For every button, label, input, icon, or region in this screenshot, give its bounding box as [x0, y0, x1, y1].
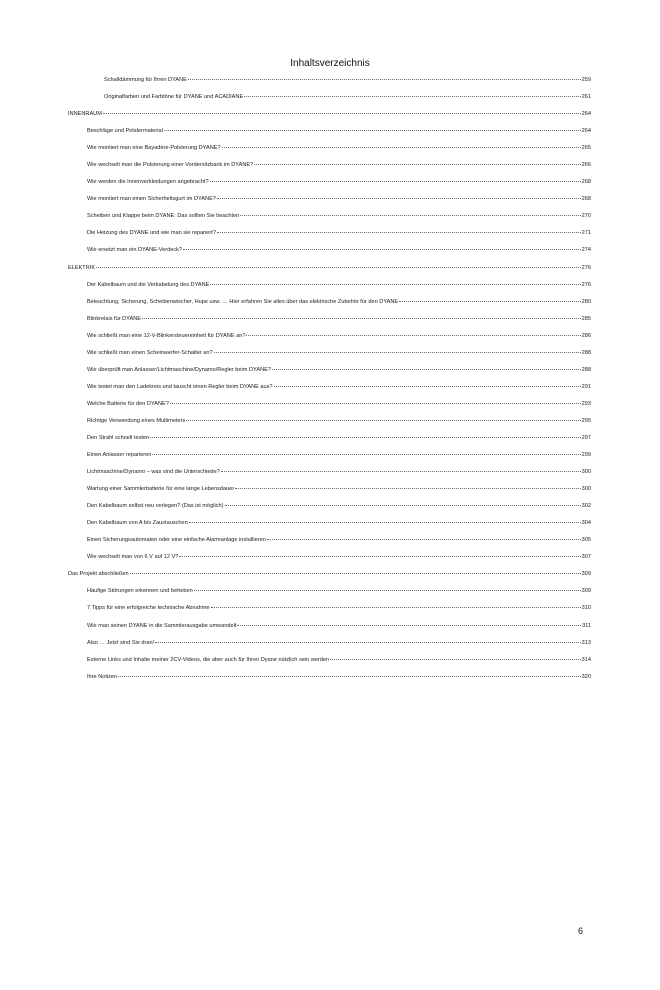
toc-entry[interactable]	[68, 93, 591, 110]
toc-entry-page: 285	[581, 315, 591, 322]
toc-entry-page: 268	[581, 196, 591, 203]
toc-entry-page: 295	[581, 417, 591, 424]
toc-entry[interactable]	[68, 417, 591, 434]
dot-leader	[272, 365, 581, 370]
toc-entry[interactable]	[68, 383, 591, 400]
toc-entry-page: 288	[581, 349, 591, 356]
toc-entry[interactable]	[68, 656, 591, 673]
toc-entry-page: 297	[581, 434, 591, 441]
toc-entry-label: Häufige Störungen erkennen und beheben	[87, 588, 193, 595]
dot-leader	[267, 535, 581, 540]
dot-leader	[254, 160, 580, 165]
toc-entry-page: 314	[581, 656, 591, 663]
toc-entry-page: 302	[581, 503, 591, 510]
dot-leader	[237, 621, 581, 626]
toc-entry-label: 7 Tipps für eine erfolgreiche technische Abnahme	[87, 605, 210, 612]
dot-leader	[221, 467, 581, 472]
dot-leader	[246, 331, 580, 336]
toc-entry[interactable]	[68, 315, 591, 332]
dot-leader	[188, 75, 581, 80]
toc-entry-page: 307	[581, 554, 591, 561]
toc-entry-label: Beschläge und Polstermaterial	[87, 128, 163, 135]
toc-entry[interactable]	[68, 451, 591, 468]
toc-entry-label: Einen Anlasser reparieren	[87, 452, 152, 459]
page-title: Inhaltsverzeichnis	[290, 58, 370, 69]
toc-entry-page: 259	[581, 77, 591, 83]
toc-entry-label: Scheiben und Klappe beim DYANE: Das sollten Sie beachten	[87, 213, 240, 220]
toc-entry-label: Lichtmaschine/Dynamo – was sind die Unterschiede?	[87, 469, 220, 476]
toc-entry[interactable]	[68, 502, 591, 519]
toc-entry-label: Schalldämmung für Ihren DYANE	[104, 77, 187, 83]
toc-entry[interactable]	[68, 195, 591, 212]
dot-leader	[210, 177, 581, 182]
dot-leader	[217, 228, 581, 233]
toc-entry-page: 276	[581, 264, 591, 271]
dot-leader	[235, 484, 580, 489]
toc-entry-page: 304	[581, 520, 591, 527]
toc-entry-page: 291	[581, 383, 591, 390]
dot-leader	[118, 672, 580, 677]
toc-entry-page: 309	[581, 588, 591, 595]
toc-entry-page: 280	[581, 298, 591, 305]
dot-leader	[240, 211, 580, 216]
toc-entry[interactable]	[68, 161, 591, 178]
toc-entry-label: Der Kabelbaum und die Verkabelung des DYANE	[87, 281, 210, 288]
toc-entry-label: Einen Sicherungsautomaten oder eine einfache Alarmanlage installieren	[87, 537, 266, 544]
toc-entry-label: Wie wechselt man die Polsterung einer Vordersitzbank im DYANE?	[87, 162, 254, 169]
toc-entry[interactable]	[68, 229, 591, 246]
toc-entry-page: 266	[581, 162, 591, 169]
dot-leader	[103, 109, 581, 114]
toc-entry-label: Wie montiert man einen Sicherheitsgurt im DYANE?	[87, 196, 216, 203]
dot-leader	[194, 586, 581, 591]
toc-entry-page: 276	[581, 281, 591, 288]
toc-entry[interactable]	[68, 281, 591, 298]
toc-entry-page: 311	[582, 622, 591, 629]
toc-entry[interactable]	[68, 468, 591, 485]
toc-entry-label: Originalfarben und Farbtöne für DYANE und ACADIANE	[104, 94, 244, 101]
toc-entry-page: 270	[581, 213, 591, 220]
dot-leader	[189, 518, 581, 523]
toc-entry-page: 299	[581, 452, 591, 459]
toc-entry-label: Den Kabelbaum selbst neu verlegen? (Das ist möglich)	[87, 503, 224, 510]
dot-leader	[211, 603, 581, 608]
dot-leader	[330, 655, 581, 660]
toc-entry[interactable]	[68, 178, 591, 195]
toc-entry-page: 271	[581, 230, 591, 237]
dot-leader	[142, 314, 581, 319]
dot-leader	[274, 382, 581, 387]
toc-entry-label: Wie testet man den Ladekreis und tauscht einen Regler beim DYANE aus?	[87, 383, 273, 390]
toc-entry-label: Wie man seinen DYANE in die Sammlerausgabe umwandelt	[87, 622, 237, 629]
toc-entry[interactable]	[68, 485, 591, 502]
toc-entry-label: Externe Links und Inhalte meiner 2CV-Videos, die aber auch für Ihren Dyane nützlich sein werden	[87, 656, 330, 663]
toc-entry-page: 309	[581, 571, 591, 578]
toc-entry[interactable]	[68, 264, 591, 281]
toc-entry-page: 300	[581, 486, 591, 493]
toc-entry-page: 264	[581, 111, 591, 118]
toc-entry-label: Welche Batterie für den DYANE?	[87, 400, 169, 407]
toc-entry-label: Das Projekt abschließen	[68, 571, 129, 578]
toc-entry[interactable]	[68, 400, 591, 417]
toc-entry-page: 300	[581, 469, 591, 476]
table-of-contents	[68, 76, 591, 690]
toc-entry-label: Also … Jetzt sind Sie dran!	[87, 639, 155, 646]
toc-entry[interactable]	[68, 246, 591, 263]
toc-entry-page: 286	[581, 332, 591, 339]
dot-leader	[96, 263, 581, 268]
toc-entry-label: Ihre Notizen	[87, 673, 118, 680]
toc-entry-label: Wie wechselt man von 6 V auf 12 V?	[87, 554, 179, 561]
toc-entry-label: Wie ersetzt man ein DYANE-Verdeck?	[87, 247, 183, 254]
toc-entry-label: Die Heizung des DYANE und wie man sie repariert?	[87, 230, 216, 237]
toc-entry[interactable]	[68, 212, 591, 229]
toc-entry-page: 320	[581, 673, 591, 680]
dot-leader	[150, 433, 580, 438]
toc-entry-page: 261	[581, 94, 591, 101]
dot-leader	[222, 143, 581, 148]
toc-entry-label: Wie montiert man eine Bayadère-Polsterung DYANE?	[87, 145, 221, 152]
dot-leader	[155, 638, 581, 643]
toc-entry[interactable]	[68, 127, 591, 144]
dot-leader	[183, 245, 581, 250]
dot-leader	[130, 569, 581, 574]
toc-entry[interactable]	[68, 639, 591, 656]
dot-leader	[214, 348, 581, 353]
dot-leader	[217, 194, 581, 199]
toc-entry-label: Wie schließt man eine 12-V-Blinkersteuereinheit für DYANE an?	[87, 332, 246, 339]
toc-entry[interactable]	[68, 673, 591, 690]
toc-entry-page: 313	[581, 639, 591, 646]
toc-entry[interactable]	[68, 349, 591, 366]
toc-entry-page: 264	[581, 128, 591, 135]
dot-leader	[210, 280, 580, 285]
toc-entry[interactable]	[68, 604, 591, 621]
toc-entry-page: 274	[581, 247, 591, 254]
toc-entry-page: 268	[581, 179, 591, 186]
toc-entry[interactable]	[68, 519, 591, 536]
dot-leader	[164, 126, 581, 131]
toc-entry-label: Wartung einer Sammlerbatterie für eine lange Lebensdauer	[87, 486, 235, 493]
toc-entry[interactable]	[68, 622, 591, 639]
toc-entry-label: Beleuchtung, Sicherung, Scheibenwischer, Hupe usw. … Hier erfahren Sie alles über das elektrische Zubehör für den DYANE	[87, 298, 399, 305]
toc-entry-page: 293	[581, 400, 591, 407]
dot-leader	[244, 92, 580, 97]
dot-leader	[170, 399, 581, 404]
toc-entry-label: Den Strahl schnell testen	[87, 434, 150, 441]
toc-entry[interactable]	[68, 110, 591, 127]
toc-entry-page: 288	[581, 366, 591, 373]
toc-entry-page: 265	[581, 145, 591, 152]
dot-leader	[186, 416, 580, 421]
toc-entry-label: Blinkrelais für DYANE	[87, 315, 141, 322]
toc-entry[interactable]	[68, 587, 591, 604]
toc-entry[interactable]	[68, 570, 591, 587]
toc-entry[interactable]	[68, 366, 591, 383]
toc-entry[interactable]	[68, 434, 591, 451]
toc-entry-page: 310	[581, 605, 591, 612]
toc-entry[interactable]	[68, 76, 591, 93]
toc-entry-label: Wie überprüft man Anlasser/Lichtmaschine/Dynamo/Regler beim DYANE?	[87, 366, 271, 373]
toc-entry-label: Wie werden die Innenverkleidungen angebracht?	[87, 179, 209, 186]
toc-entry[interactable]	[68, 536, 591, 553]
dot-leader	[225, 501, 581, 506]
toc-entry-label: Wie schließt man einen Scheinwerfer-Schalter an?	[87, 349, 213, 356]
toc-entry[interactable]	[68, 553, 591, 570]
toc-entry-label: Richtige Verwendung eines Multimeters	[87, 417, 186, 424]
toc-entry-label: INNENRAUM	[68, 111, 102, 118]
toc-entry[interactable]	[68, 332, 591, 349]
dot-leader	[152, 450, 580, 455]
dot-leader	[399, 297, 581, 302]
toc-entry-label: Den Kabelbaum von A bis Zaustauschen	[87, 520, 188, 527]
toc-entry-page: 305	[581, 537, 591, 544]
toc-entry[interactable]	[68, 298, 591, 315]
toc-entry[interactable]	[68, 144, 591, 161]
page-number: 6	[578, 926, 584, 936]
dot-leader	[179, 552, 580, 557]
toc-entry-label: ELEKTRIK	[68, 264, 96, 271]
